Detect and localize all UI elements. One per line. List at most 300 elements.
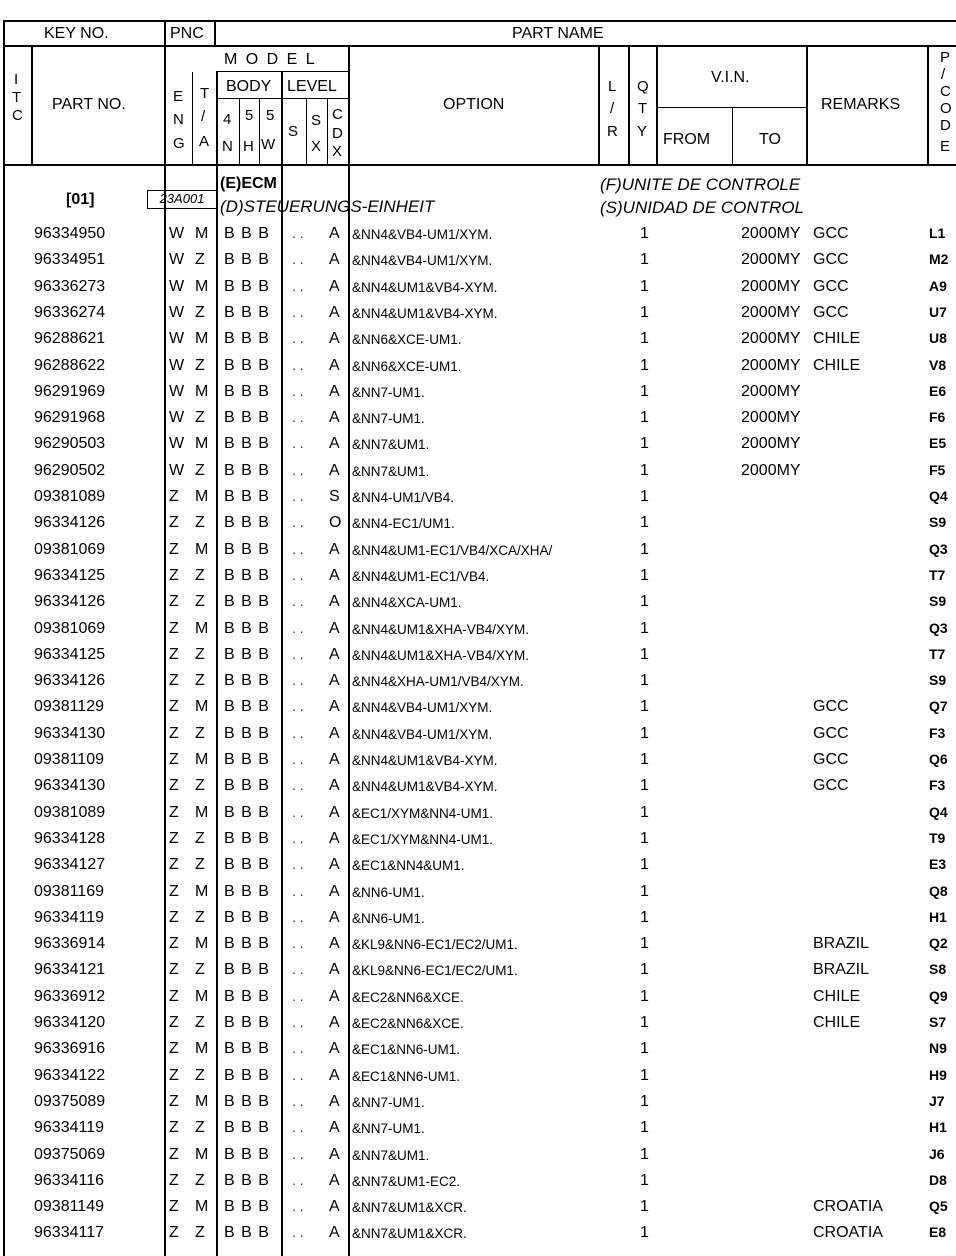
level-code: A xyxy=(329,593,340,611)
part-number: 96334119 xyxy=(34,908,104,926)
level-dots: . . xyxy=(292,829,304,846)
level-dots: . . xyxy=(292,593,304,610)
ta-code: M xyxy=(195,1198,209,1216)
option-code: &NN4&VB4-UM1/XYM. xyxy=(352,726,493,742)
p-code: F3 xyxy=(929,777,946,794)
body-codes: B B B xyxy=(224,856,270,874)
ta-code: M xyxy=(195,488,209,505)
level-code: A xyxy=(329,987,340,1005)
option-code: &NN4&XCA-UM1. xyxy=(352,595,462,611)
remarks-text: GCC xyxy=(813,698,849,716)
pcode-header-o: O xyxy=(940,100,952,117)
level-code: A xyxy=(329,461,340,479)
part-number: 96291969 xyxy=(34,382,106,400)
header-bottom-rule xyxy=(3,164,956,166)
quantity: 1 xyxy=(640,1224,649,1242)
table-row xyxy=(0,1143,956,1169)
p-code: F3 xyxy=(929,724,946,741)
part-number: 09381169 xyxy=(34,882,104,900)
level-dots: . . xyxy=(292,356,304,373)
ta-code: Z xyxy=(195,409,205,427)
remarks-text: CHILE xyxy=(813,1014,861,1031)
level-dots: . . xyxy=(292,409,304,426)
level-code: A xyxy=(329,382,340,400)
eng-code: Z xyxy=(169,619,179,637)
level-code: A xyxy=(329,1092,340,1110)
group-name-french: (F)UNITE DE CONTROLE xyxy=(600,175,801,194)
quantity: 1 xyxy=(640,540,649,558)
pcode-header-p: P xyxy=(940,49,951,66)
eng-code: Z xyxy=(169,961,179,979)
level-dots: . . xyxy=(292,488,304,504)
option-code: &EC1/XYM&NN4-UM1. xyxy=(352,805,494,821)
table-row xyxy=(0,432,956,458)
body-codes: B B B xyxy=(224,751,270,768)
part-number: 96334122 xyxy=(34,1066,106,1084)
quantity: 1 xyxy=(640,488,649,505)
pnc-header: PNC xyxy=(170,25,204,42)
eng-code: Z xyxy=(169,856,179,874)
ta-code: Z xyxy=(195,1119,205,1137)
part-number: 09381109 xyxy=(34,751,104,768)
level-code: A xyxy=(329,225,340,242)
p-code: Q5 xyxy=(929,1198,948,1215)
quantity: 1 xyxy=(640,803,649,821)
level-code: S xyxy=(329,488,340,505)
part-number: 96334130 xyxy=(34,724,106,742)
p-code: E5 xyxy=(929,435,947,452)
level-code: A xyxy=(329,777,340,795)
level-code: A xyxy=(329,1145,340,1163)
remarks-text: CHILE xyxy=(813,356,861,374)
table-row xyxy=(0,538,956,564)
level-dots: . . xyxy=(292,645,304,662)
part-number: 09381129 xyxy=(34,698,104,716)
level-code: A xyxy=(329,1198,340,1216)
qty-header-y: Y xyxy=(637,123,648,140)
body-codes: B B B xyxy=(224,645,270,663)
remarks-text: GCC xyxy=(813,777,849,795)
eng-code: W xyxy=(169,225,185,242)
level-dots: . . xyxy=(292,435,304,452)
eng-code: Z xyxy=(169,1040,179,1058)
ta-code: Z xyxy=(195,251,205,269)
eng-code: Z xyxy=(169,593,179,611)
remarks-text: GCC xyxy=(813,724,849,742)
vin-to: 2000MY xyxy=(741,330,801,348)
level-dots: . . xyxy=(292,698,304,715)
level-cdx-d: D xyxy=(332,125,343,142)
vin-to: 2000MY xyxy=(741,409,801,427)
body-codes: B B B xyxy=(224,908,270,926)
part-number: 96334950 xyxy=(34,225,106,242)
body-codes: B B B xyxy=(224,1224,270,1242)
col-line-remarks xyxy=(806,46,808,165)
ta-header-a: A xyxy=(199,133,210,150)
table-row xyxy=(0,722,956,748)
level-dots: . . xyxy=(292,461,304,478)
table-row xyxy=(0,1011,956,1037)
option-code: &NN7-UM1. xyxy=(352,384,425,400)
ta-code: M xyxy=(195,540,209,558)
body-codes: B B B xyxy=(224,777,270,795)
part-number: 96334126 xyxy=(34,672,106,690)
eng-code: W xyxy=(169,382,185,400)
lr-header-slash: / xyxy=(610,100,615,117)
eng-code: W xyxy=(169,461,185,479)
body-codes: B B B xyxy=(224,1014,270,1031)
p-code: U8 xyxy=(929,330,947,347)
body-codes: B B B xyxy=(224,540,270,558)
ta-code: M xyxy=(195,698,209,716)
level-code: A xyxy=(329,435,340,453)
eng-code: Z xyxy=(169,1092,179,1110)
header-rule-2 xyxy=(3,45,956,47)
body-5h-top: 5 xyxy=(245,107,254,124)
body-codes: B B B xyxy=(224,593,270,611)
level-dots: . . xyxy=(292,1119,304,1136)
table-row xyxy=(0,248,956,274)
level-s: S xyxy=(288,123,299,140)
header-top-rule xyxy=(3,20,956,22)
itc-header-t: T xyxy=(12,89,22,106)
option-code: &NN7&UM1&XCR. xyxy=(352,1226,467,1242)
remarks-text: CHILE xyxy=(813,987,861,1005)
ta-code: Z xyxy=(195,303,205,321)
eng-header-n: N xyxy=(173,111,184,128)
ta-code: Z xyxy=(195,961,205,979)
level-code: A xyxy=(329,724,340,742)
eng-code: Z xyxy=(169,803,179,821)
body-codes: B B B xyxy=(224,987,270,1005)
level-code: A xyxy=(329,672,340,690)
body-codes: B B B xyxy=(224,961,270,979)
eng-header-g: G xyxy=(173,135,185,152)
remarks-text: BRAZIL xyxy=(813,961,870,979)
col-line-pnc-right xyxy=(214,20,216,46)
part-number: 96290503 xyxy=(34,435,106,453)
eng-code: Z xyxy=(169,724,179,742)
option-code: &NN4&UM1&VB4-XYM. xyxy=(352,305,498,321)
table-row xyxy=(0,748,956,774)
level-code: A xyxy=(329,935,340,953)
quantity: 1 xyxy=(640,882,649,900)
ta-header-slash: / xyxy=(201,108,206,125)
table-row xyxy=(0,853,956,879)
pcode-header-e: E xyxy=(940,138,951,155)
quantity: 1 xyxy=(640,356,649,374)
level-dots: . . xyxy=(292,1198,304,1215)
p-code: E3 xyxy=(929,856,947,873)
part-number: 96334130 xyxy=(34,777,106,795)
p-code: D8 xyxy=(929,1171,947,1188)
remarks-text: GCC xyxy=(813,251,849,269)
quantity: 1 xyxy=(640,1145,649,1163)
body-codes: B B B xyxy=(224,461,270,479)
group-name-english: (E)ECM xyxy=(220,175,277,192)
p-code: Q3 xyxy=(929,540,948,557)
quantity: 1 xyxy=(640,1040,649,1058)
option-code: &EC1&NN6-UM1. xyxy=(352,1068,461,1084)
part-number: 96336273 xyxy=(34,277,106,295)
option-code: &NN6&XCE-UM1. xyxy=(352,358,462,374)
p-code: T9 xyxy=(929,829,946,846)
level-dots: . . xyxy=(292,277,304,294)
option-code: &NN6-UM1. xyxy=(352,910,425,926)
vin-from-header: FROM xyxy=(663,131,711,148)
level-dots: . . xyxy=(292,856,304,873)
table-row xyxy=(0,406,956,432)
table-row xyxy=(0,1169,956,1195)
eng-code: Z xyxy=(169,1171,179,1189)
ta-code: Z xyxy=(195,1224,205,1242)
table-row xyxy=(0,380,956,406)
eng-code: Z xyxy=(169,1066,179,1084)
quantity: 1 xyxy=(640,435,649,453)
quantity: 1 xyxy=(640,1014,649,1031)
level-dots: . . xyxy=(292,1092,304,1109)
vin-to: 2000MY xyxy=(741,356,801,374)
body-codes: B B B xyxy=(224,1066,270,1084)
option-code: &NN4-EC1/UM1. xyxy=(352,516,455,532)
body-codes: B B B xyxy=(224,619,270,637)
ta-code: Z xyxy=(195,672,205,690)
ta-code: M xyxy=(195,987,209,1005)
ta-code: M xyxy=(195,935,209,953)
table-row xyxy=(0,958,956,984)
part-number: 96288621 xyxy=(34,330,106,348)
level-code: A xyxy=(329,961,340,979)
eng-code: Z xyxy=(169,514,179,532)
quantity: 1 xyxy=(640,908,649,926)
eng-header-e: E xyxy=(173,88,184,105)
part-name-header: PART NAME xyxy=(512,25,604,42)
level-dots: . . xyxy=(292,1014,304,1030)
body-4n-bottom: N xyxy=(222,138,233,155)
option-code: &NN7&UM1-EC2. xyxy=(352,1173,461,1189)
vin-header: V.I.N. xyxy=(711,69,750,86)
eng-code: Z xyxy=(169,645,179,663)
remarks-text: BRAZIL xyxy=(813,935,870,953)
body-codes: B B B xyxy=(224,1119,270,1137)
level-code: A xyxy=(329,856,340,874)
part-number: 09375089 xyxy=(34,1092,106,1110)
body-codes: B B B xyxy=(224,330,270,348)
lr-header-r: R xyxy=(607,123,618,140)
level-code: A xyxy=(329,1040,340,1058)
level-dots: . . xyxy=(292,672,304,689)
vin-to: 2000MY xyxy=(741,382,801,400)
col-line-lr xyxy=(598,46,600,165)
quantity: 1 xyxy=(640,961,649,979)
eng-code: Z xyxy=(169,1198,179,1216)
quantity: 1 xyxy=(640,698,649,716)
quantity: 1 xyxy=(640,461,649,479)
ta-code: M xyxy=(195,882,209,900)
ta-code: M xyxy=(195,382,209,400)
level-dots: . . xyxy=(292,1040,304,1057)
level-code: A xyxy=(329,1119,340,1137)
remarks-header: REMARKS xyxy=(821,96,901,113)
part-number: 96336274 xyxy=(34,303,106,321)
level-cdx-c: C xyxy=(332,106,343,123)
p-code: Q9 xyxy=(929,987,948,1004)
eng-code: W xyxy=(169,303,185,321)
eng-code: Z xyxy=(169,1014,179,1031)
option-code: &NN4&UM1-EC1/VB4/XCA/XHA/ xyxy=(352,542,553,558)
p-code: T7 xyxy=(929,645,946,662)
body-5w-top: 5 xyxy=(266,107,275,124)
level-dots: . . xyxy=(292,1066,304,1083)
remarks-text: CROATIA xyxy=(813,1224,883,1242)
body-codes: B B B xyxy=(224,303,270,321)
p-code: H1 xyxy=(929,908,947,925)
quantity: 1 xyxy=(640,330,649,348)
level-code: A xyxy=(329,1014,340,1031)
option-code: &NN4&UM1&VB4-XYM. xyxy=(352,779,498,795)
p-code: V8 xyxy=(929,356,947,373)
table-row xyxy=(0,327,956,353)
body-codes: B B B xyxy=(224,409,270,427)
level-dots: . . xyxy=(292,724,304,741)
option-code: &NN7-UM1. xyxy=(352,411,425,427)
ta-code: Z xyxy=(195,856,205,874)
quantity: 1 xyxy=(640,672,649,690)
p-code: J7 xyxy=(929,1092,945,1109)
group-name-spanish: (S)UNIDAD DE CONTROL xyxy=(600,198,805,217)
level-code: A xyxy=(329,303,340,321)
p-code: S9 xyxy=(929,672,947,689)
table-row xyxy=(0,1195,956,1221)
quantity: 1 xyxy=(640,1171,649,1189)
quantity: 1 xyxy=(640,645,649,663)
ta-code: Z xyxy=(195,829,205,847)
option-code: &NN7&UM1&XCR. xyxy=(352,1200,467,1216)
body-5h-bottom: H xyxy=(243,138,254,155)
body-codes: B B B xyxy=(224,803,270,821)
option-code: &NN4&UM1&XHA-VB4/XYM. xyxy=(352,621,530,637)
eng-code: Z xyxy=(169,751,179,768)
body-codes: B B B xyxy=(224,882,270,900)
option-code: &KL9&NN6-EC1/EC2/UM1. xyxy=(352,937,518,953)
part-number: 96334127 xyxy=(34,856,106,874)
level-code: A xyxy=(329,1066,340,1084)
part-number: 09381149 xyxy=(34,1198,104,1216)
table-row xyxy=(0,1221,956,1247)
part-number: 96334121 xyxy=(34,961,106,979)
quantity: 1 xyxy=(640,303,649,321)
part-number: 96334120 xyxy=(34,1014,106,1031)
level-code: A xyxy=(329,540,340,558)
table-row xyxy=(0,669,956,695)
body-codes: B B B xyxy=(224,698,270,716)
itc-header-i: I xyxy=(14,71,19,88)
level-code: A xyxy=(329,803,340,821)
option-code: &NN7&UM1. xyxy=(352,1147,430,1163)
part-number: 96336912 xyxy=(34,987,106,1005)
body-codes: B B B xyxy=(224,435,270,453)
ta-code: Z xyxy=(195,356,205,374)
part-number: 96288622 xyxy=(34,356,106,374)
level-dots: . . xyxy=(292,619,304,636)
part-number: 96291968 xyxy=(34,409,106,427)
p-code: H1 xyxy=(929,1119,947,1136)
p-code: S9 xyxy=(929,514,947,531)
eng-code: Z xyxy=(169,908,179,926)
level-dots: . . xyxy=(292,330,304,347)
table-row xyxy=(0,617,956,643)
body-codes: B B B xyxy=(224,1145,270,1163)
part-number: 96336916 xyxy=(34,1040,106,1058)
quantity: 1 xyxy=(640,1092,649,1110)
table-row xyxy=(0,827,956,853)
remarks-text: GCC xyxy=(813,751,849,768)
ta-code: Z xyxy=(195,461,205,479)
level-dots: . . xyxy=(292,908,304,925)
p-code: Q6 xyxy=(929,751,948,767)
option-code: &NN4&UM1&VB4-XYM. xyxy=(352,279,498,295)
body-codes: B B B xyxy=(224,672,270,690)
body-codes: B B B xyxy=(224,829,270,847)
body-codes: B B B xyxy=(224,225,270,242)
part-number: 96334126 xyxy=(34,593,106,611)
table-row xyxy=(0,643,956,669)
eng-code: Z xyxy=(169,882,179,900)
p-code: U7 xyxy=(929,303,947,320)
body-codes: B B B xyxy=(224,251,270,269)
body-header: BODY xyxy=(226,78,272,95)
group-name-german: (D)STEUERUNGS-EINHEIT xyxy=(220,197,435,216)
option-code: &NN6&XCE-UM1. xyxy=(352,332,462,348)
table-row xyxy=(0,774,956,800)
table-row xyxy=(0,564,956,590)
part-number: 09375069 xyxy=(34,1145,106,1163)
col-line-partno xyxy=(31,46,33,165)
p-code: E8 xyxy=(929,1224,947,1241)
body-codes: B B B xyxy=(224,488,270,505)
level-dots: . . xyxy=(292,803,304,820)
ta-code: Z xyxy=(195,724,205,742)
option-code: &NN4&VB4-UM1/XYM. xyxy=(352,227,493,242)
level-dots: . . xyxy=(292,382,304,399)
remarks-text: GCC xyxy=(813,303,849,321)
remarks-text: GCC xyxy=(813,277,849,295)
body-5w-bottom: W xyxy=(261,136,276,153)
p-code: M2 xyxy=(929,251,949,268)
pcode-header-slash: / xyxy=(941,66,946,83)
ta-code: Z xyxy=(195,777,205,795)
option-code: &EC1&NN6-UM1. xyxy=(352,1042,461,1058)
p-code: H9 xyxy=(929,1066,947,1083)
level-code: A xyxy=(329,645,340,663)
vin-to: 2000MY xyxy=(741,461,801,479)
eng-code: Z xyxy=(169,672,179,690)
part-number: 96290502 xyxy=(34,461,106,479)
body-codes: B B B xyxy=(224,566,270,584)
level-dots: . . xyxy=(292,777,304,794)
option-code: &NN4&UM1&VB4-XYM. xyxy=(352,753,498,768)
level-code: A xyxy=(329,908,340,926)
eng-code: W xyxy=(169,435,185,453)
eng-code: Z xyxy=(169,488,179,505)
p-code: Q2 xyxy=(929,935,948,952)
col-line-sx xyxy=(306,99,307,165)
body-codes: B B B xyxy=(224,356,270,374)
level-dots: . . xyxy=(292,751,304,767)
quantity: 1 xyxy=(640,593,649,611)
quantity: 1 xyxy=(640,829,649,847)
part-number: 09381089 xyxy=(34,488,106,505)
